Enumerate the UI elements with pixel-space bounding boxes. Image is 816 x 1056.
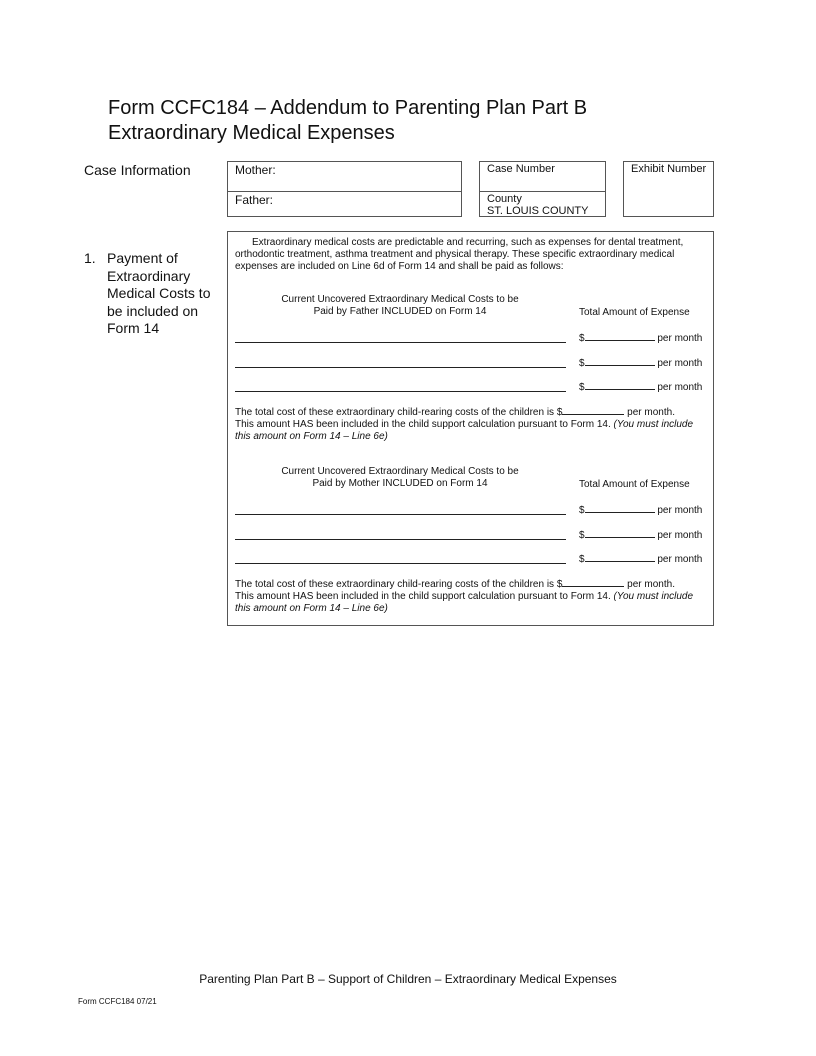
medical-costs-box (227, 231, 714, 626)
mother-header-line-2: Paid by Mother INCLUDED on Form 14 (312, 478, 488, 489)
intro-paragraph: Extraordinary medical costs are predictable and recurring, such as expenses for dental treatment, orthodontic treatment, asthma treatment and physical therapy. These specific extraordinary medical expenses are included on Line 6d of Form 14 and shall be paid as follows: (235, 237, 684, 272)
per-month-label: per month (657, 333, 703, 344)
per-month-label: per month (657, 382, 703, 393)
county-field[interactable] (479, 191, 606, 217)
case-number-field[interactable] (479, 161, 606, 192)
per-month-label: per month (657, 530, 703, 541)
father-expense-line-1[interactable] (235, 342, 566, 343)
father-total-note: This amount HAS been included in the child support calculation pursuant to Form 14. (You must include this amount on Form 14 – Line 6e) (235, 419, 694, 442)
county-value: ST. LOUIS COUNTY (487, 205, 589, 217)
page-footer: Parenting Plan Part B – Support of Children – Extraordinary Medical Expenses (199, 972, 617, 986)
page-title (108, 96, 587, 146)
per-month-label: per month (657, 505, 703, 516)
dollar-sign: $ (579, 530, 585, 541)
mother-total-line[interactable]: The total cost of these extraordinary child-rearing costs of the children is $ per month. (235, 579, 675, 590)
mother-amount-header: Total Amount of Expense (579, 479, 690, 490)
mother-label: Mother: (235, 163, 276, 177)
dollar-sign: $ (579, 358, 585, 369)
father-header-line-1: Current Uncovered Extraordinary Medical Costs to be (281, 294, 519, 305)
father-amount-header: Total Amount of Expense (579, 307, 690, 318)
dollar-sign: $ (579, 382, 585, 393)
father-total-line[interactable]: The total cost of these extraordinary child-rearing costs of the children is $ per month. (235, 407, 675, 418)
title-line-1: Form CCFC184 – Addendum to Parenting Plan Part B (108, 97, 588, 119)
case-information-label: Case Information (84, 162, 191, 178)
mother-costs-header (235, 466, 565, 490)
father-amount-1[interactable] (579, 331, 702, 344)
father-header-line-2: Paid by Father INCLUDED on Form 14 (313, 306, 487, 317)
mother-total-note: This amount HAS been included in the child support calculation pursuant to Form 14. (You must include this amount on Form 14 – Line 6e) (235, 591, 694, 614)
father-field[interactable] (227, 191, 462, 217)
mother-header-line-1: Current Uncovered Extraordinary Medical Costs to be (281, 466, 519, 477)
father-expense-line-2[interactable] (235, 367, 566, 368)
mother-amount-1[interactable] (579, 503, 702, 516)
father-expense-line-3[interactable] (235, 391, 566, 392)
exhibit-number-field[interactable] (623, 161, 714, 217)
father-amount-2[interactable] (579, 356, 702, 369)
mother-amount-2[interactable] (579, 528, 702, 541)
per-month-label: per month (657, 358, 703, 369)
mother-expense-line-2[interactable] (235, 539, 566, 540)
per-month-label: per month (657, 554, 703, 565)
mother-total-paragraph (235, 577, 707, 615)
dollar-sign: $ (579, 554, 585, 565)
father-costs-header (235, 294, 565, 318)
section-title: Payment of Extraordinary Medical Costs to be included on Form 14 (107, 250, 211, 336)
father-total-paragraph (235, 405, 707, 443)
father-label: Father: (235, 193, 274, 207)
form-number: Form CCFC184 07/21 (78, 997, 157, 1006)
dollar-sign: $ (579, 333, 585, 344)
mother-amount-3[interactable] (579, 552, 702, 565)
county-label: County (487, 193, 522, 205)
dollar-sign: $ (579, 505, 585, 516)
father-amount-3[interactable] (579, 380, 702, 393)
case-number-label: Case Number (487, 163, 555, 175)
mother-field[interactable] (227, 161, 462, 192)
exhibit-number-label: Exhibit Number (631, 163, 707, 175)
section-number: 1. (84, 250, 96, 266)
mother-expense-line-1[interactable] (235, 514, 566, 515)
mother-expense-line-3[interactable] (235, 563, 566, 564)
title-line-2: Extraordinary Medical Expenses (108, 122, 395, 144)
